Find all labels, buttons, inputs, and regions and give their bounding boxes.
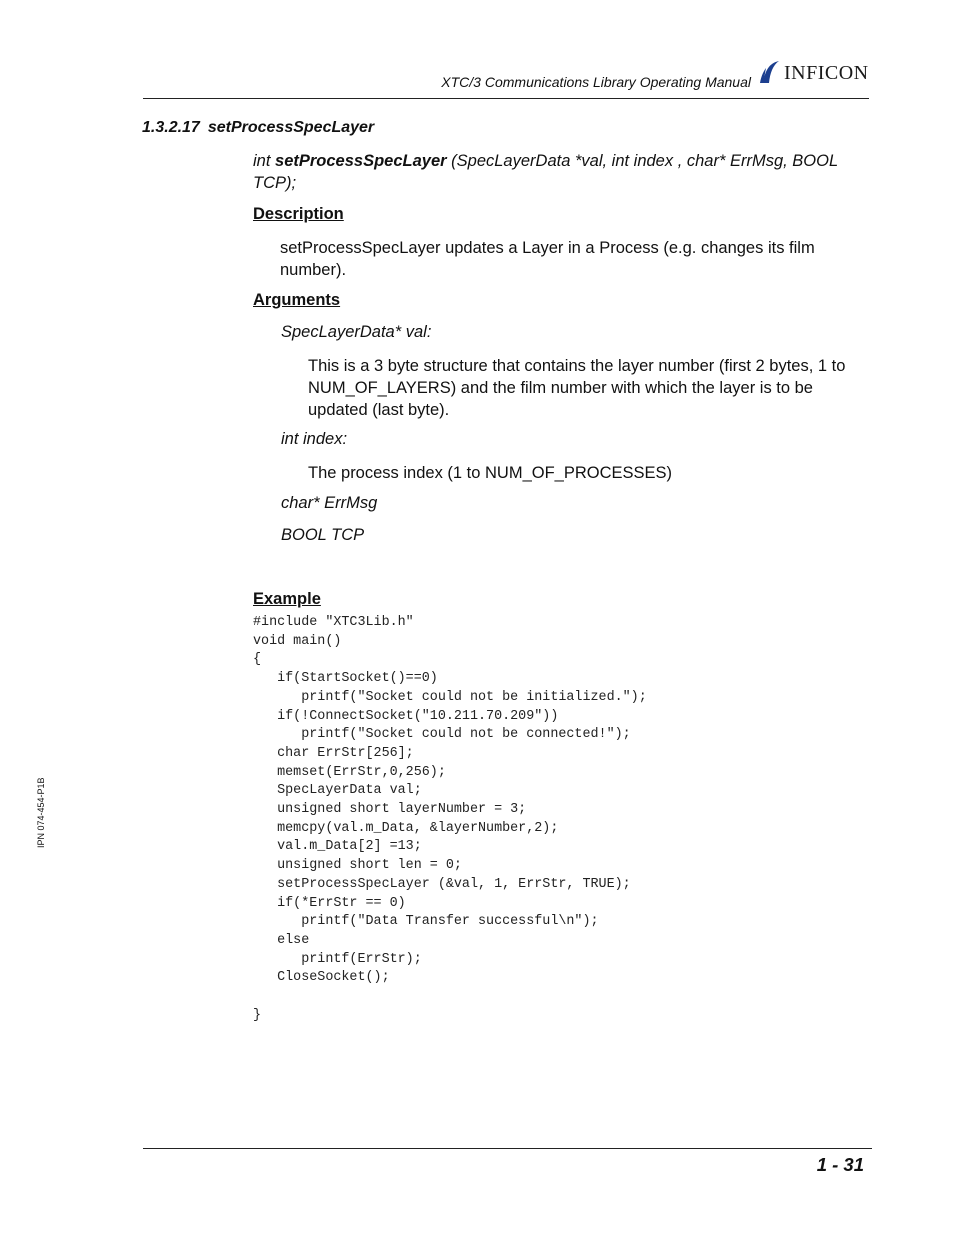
section-heading bbox=[142, 119, 374, 137]
footer-divider bbox=[143, 1148, 872, 1149]
manual-title: XTC/3 Communications Library Operating Manual bbox=[441, 74, 751, 90]
argument-name: char* ErrMsg bbox=[281, 494, 378, 512]
example-heading: Example bbox=[253, 590, 321, 608]
document-part-number: IPN 074-454-P1B bbox=[36, 777, 46, 848]
arguments-heading: Arguments bbox=[253, 291, 341, 309]
function-signature bbox=[253, 150, 873, 194]
header-divider bbox=[143, 98, 869, 99]
description-text: setProcessSpecLayer updates a Layer in a Process (e.g. changes its film number). bbox=[280, 239, 815, 279]
description-heading: Description bbox=[253, 205, 344, 223]
argument-description: The process index (1 to NUM_OF_PROCESSES) bbox=[308, 464, 673, 482]
function-name: setProcessSpecLayer bbox=[275, 152, 447, 170]
function-params: (SpecLayerData *val, int index , char* ErrMsg, BOOL TCP); bbox=[253, 152, 838, 192]
inficon-logo-icon bbox=[759, 59, 781, 85]
argument-description: This is a 3 byte structure that contains the layer number (first 2 bytes, 1 to NUM_OF_LAYERS) and the film number with which the layer is to be updated (last byte). bbox=[308, 357, 846, 419]
return-type: int bbox=[253, 152, 271, 170]
inficon-logo bbox=[759, 58, 869, 86]
section-title: setProcessSpecLayer bbox=[207, 119, 375, 136]
argument-name: BOOL TCP bbox=[281, 526, 365, 544]
page-number: 1 - 31 bbox=[816, 1154, 864, 1175]
section-number: 1.3.2.17 bbox=[142, 119, 200, 136]
argument-name: SpecLayerData* val: bbox=[281, 323, 432, 341]
argument-name: int index: bbox=[281, 430, 348, 448]
example-code-block: #include "XTC3Lib.h" void main() { if(StartSocket()==0) printf("Socket could not be initialized."); if(!ConnectSocket("10.211.70.209")) printf("Socket could not be connected!"); char ErrStr[256]; memset(ErrStr,0,256); SpecLayerData val; unsigned short layerNumber = 3; memcpy(val.m_Data, &layerNumber,2); val.m_Data[2] =13; unsigned short len = 0; setProcessSpecLayer (&val, 1, ErrStr, TRUE); if(*ErrStr == 0) printf("Data Transfer successful\n"); else printf(ErrStr); CloseSocket(); } bbox=[253, 615, 647, 1023]
logo-wordmark: INFICON bbox=[784, 61, 869, 84]
